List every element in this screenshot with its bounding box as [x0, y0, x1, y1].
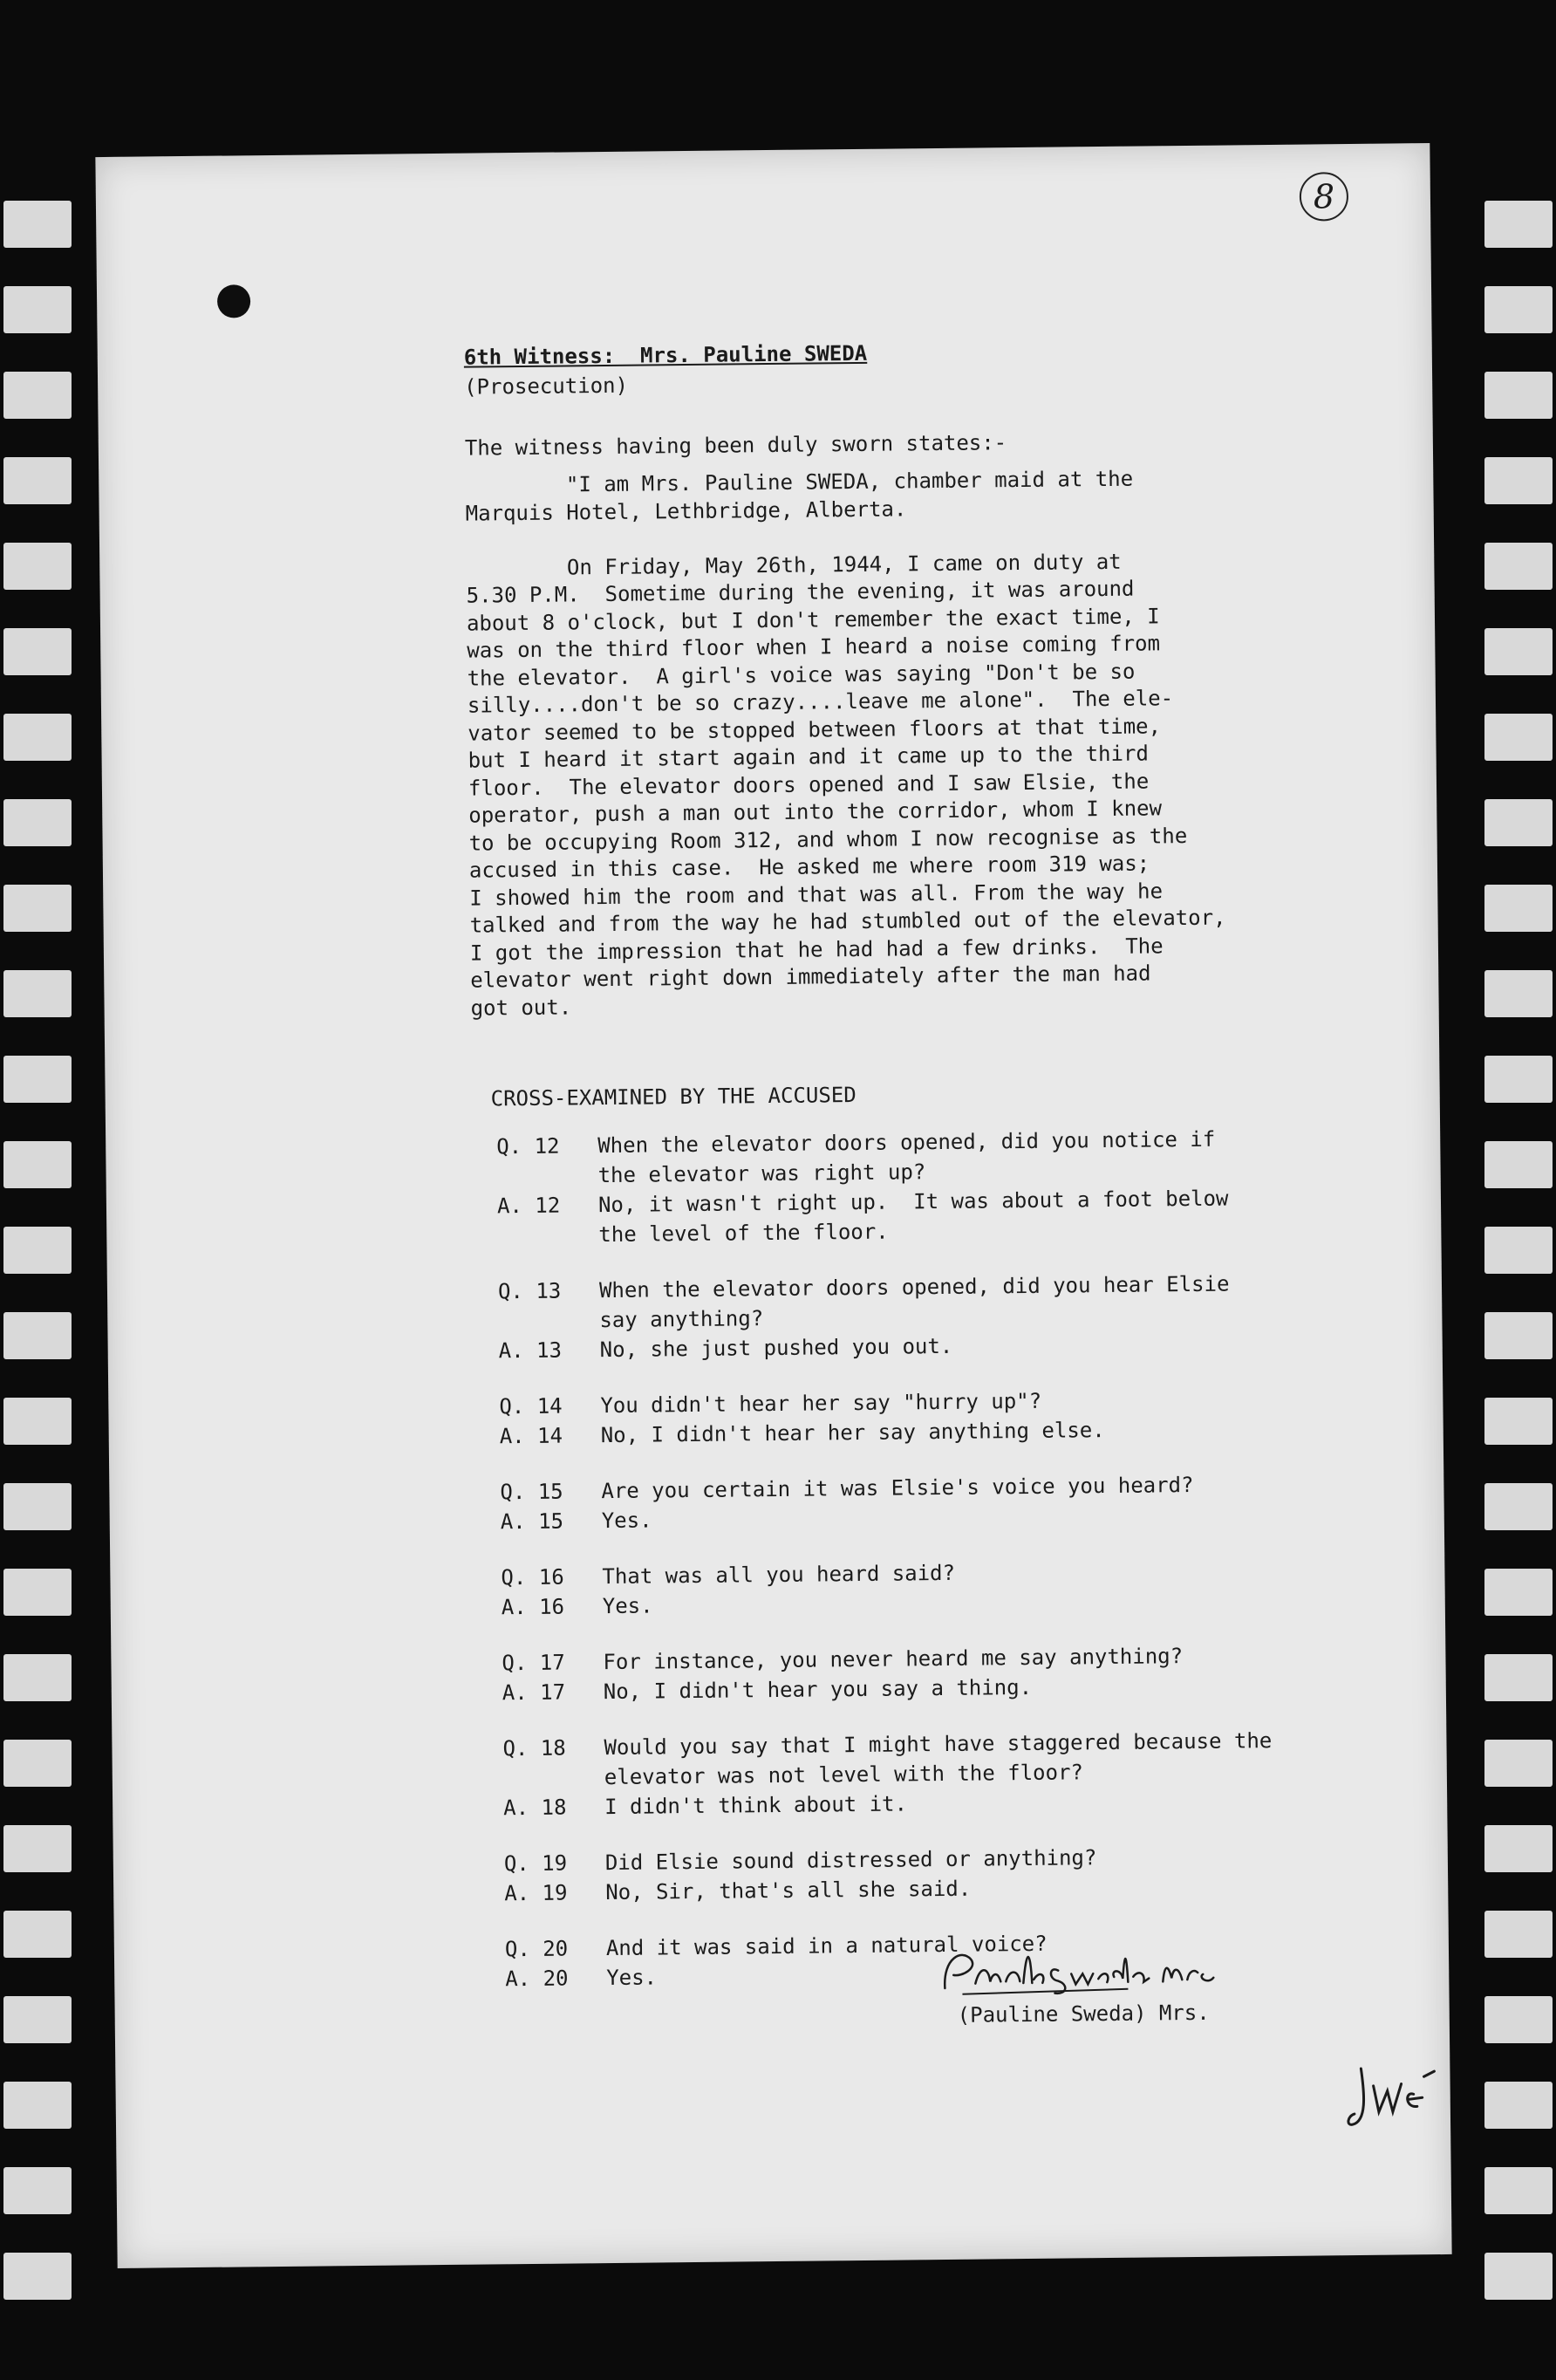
film-perforation — [1484, 1996, 1553, 2043]
answer-label: A. 15 — [500, 1508, 564, 1535]
film-perforation — [3, 628, 72, 675]
film-perforation — [3, 2082, 72, 2129]
answer-text: Yes. — [602, 1593, 653, 1619]
witness-party: (Prosecution) — [464, 373, 629, 400]
punch-hole — [217, 284, 250, 318]
film-perforation — [1484, 286, 1553, 333]
film-perforation — [3, 1483, 72, 1530]
film-perforation — [3, 2253, 72, 2300]
film-perforation — [1484, 1483, 1553, 1530]
film-perforation — [1484, 1911, 1553, 1958]
film-strip-right — [1478, 0, 1556, 2380]
film-perforation — [1484, 1312, 1553, 1359]
question-label — [503, 1762, 604, 1793]
question-label: Q. 15 — [500, 1479, 563, 1505]
statement-line: but I heard it start again and it came up to the third — [467, 741, 1150, 773]
statement-line: I showed him the room and that was all. From the way he — [469, 878, 1164, 911]
question-label — [498, 1305, 599, 1336]
cross-examination-heading: CROSS-EXAMINED BY THE ACCUSED — [490, 1083, 856, 1111]
film-perforation — [3, 372, 72, 419]
answer-text: the level of the floor. — [598, 1219, 889, 1248]
statement-line: talked and from the way he had stumbled out of the elevator, — [469, 905, 1226, 938]
film-perforation — [1484, 799, 1553, 846]
film-perforation — [1484, 372, 1553, 419]
answer-label: A. 16 — [501, 1594, 565, 1620]
statement-line: silly....don't be so crazy....leave me alone". The ele- — [467, 686, 1174, 718]
film-perforation — [3, 885, 72, 932]
answer-label: A. 14 — [499, 1423, 563, 1449]
film-perforation — [1484, 543, 1553, 590]
answer-text: I didn't think about it. — [604, 1791, 908, 1820]
film-perforation — [1484, 1654, 1553, 1701]
question-label: Q. 13 — [497, 1278, 562, 1304]
film-perforation — [1484, 970, 1553, 1017]
statement-line: got out. — [470, 994, 572, 1021]
statement-line: the elevator. A girl's voice was saying "Don't be so — [467, 659, 1136, 691]
film-perforation — [1484, 1056, 1553, 1103]
film-perforation — [1484, 714, 1553, 761]
question-text: When the elevator doors opened, did you notice if — [597, 1126, 1216, 1159]
answer-label — [497, 1220, 598, 1250]
film-perforation — [3, 1996, 72, 2043]
film-perforation — [1484, 1227, 1553, 1274]
question-label: Q. 19 — [503, 1850, 568, 1877]
statement-line: On Friday, May 26th, 1944, I came on duty at — [466, 549, 1122, 581]
film-perforation — [1484, 885, 1553, 932]
film-perforation — [3, 1569, 72, 1616]
question-text: That was all you heard said? — [602, 1560, 956, 1590]
statement-line: I got the impression that he had had a few drinks. The — [469, 933, 1164, 966]
film-perforation — [3, 799, 72, 846]
film-perforation — [1484, 2253, 1553, 2300]
question-text: And it was said in a natural voice? — [605, 1931, 1048, 1961]
statement-line: accused in this case. He asked me where room 319 was; — [468, 851, 1150, 883]
answer-label: A. 19 — [504, 1880, 568, 1906]
question-label: Q. 16 — [501, 1564, 564, 1590]
statement-line: operator, push a man out into the corridor, whom I knew — [468, 796, 1163, 828]
answer-label: A. 20 — [505, 1966, 569, 1992]
answer-text: No, she just pushed you out. — [599, 1333, 953, 1363]
film-perforation — [1484, 1398, 1553, 1445]
question-label: Q. 14 — [499, 1393, 563, 1419]
statement-line: about 8 o'clock, but I don't remember the exact time, I — [466, 603, 1160, 636]
answer-text: No, Sir, that's all she said. — [605, 1876, 972, 1905]
question-text: the elevator was right up? — [597, 1159, 926, 1188]
question-label: Q. 17 — [502, 1650, 565, 1676]
film-perforation — [3, 1740, 72, 1787]
question-text: When the elevator doors opened, did you hear Elsie — [598, 1271, 1230, 1303]
film-perforation — [3, 1227, 72, 1274]
answer-text: No, I didn't hear you say a thing. — [603, 1674, 1033, 1705]
qa-list — [496, 1124, 1274, 1994]
film-strip-left — [0, 0, 78, 2380]
question-label: Q. 18 — [502, 1735, 566, 1761]
film-perforation — [3, 714, 72, 761]
question-text: Would you say that I might have staggered because the — [604, 1728, 1273, 1761]
film-perforation — [1484, 201, 1553, 248]
statement-line: was on the third floor when I heard a noise coming from — [467, 631, 1161, 663]
film-perforation — [3, 1141, 72, 1188]
film-perforation — [3, 1398, 72, 1445]
answer-text: Yes. — [601, 1508, 652, 1534]
statement-line: to be occupying Room 312, and whom I now recognise as the — [468, 823, 1188, 856]
film-perforation — [1484, 2167, 1553, 2214]
film-perforation — [3, 457, 72, 504]
answer-text: Yes. — [606, 1965, 658, 1991]
page-number: 8 — [1300, 172, 1349, 222]
answer-text: No, it wasn't right up. It was about a foot below — [597, 1186, 1229, 1218]
film-perforation — [3, 2167, 72, 2214]
film-perforation — [3, 1056, 72, 1103]
statement-line: 5.30 P.M. Sometime during the evening, it was around — [466, 576, 1135, 608]
film-perforation — [3, 286, 72, 333]
question-text: say anything? — [599, 1306, 764, 1333]
question-text: Are you certain it was Elsie's voice you heard? — [601, 1472, 1194, 1504]
film-perforation — [3, 1654, 72, 1701]
question-label: Q. 12 — [496, 1133, 560, 1159]
question-text: Did Elsie sound distressed or anything? — [604, 1845, 1097, 1876]
statement-line: Marquis Hotel, Lethbridge, Alberta. — [465, 496, 907, 526]
typed-signature-name: (Pauline Sweda) Mrs. — [957, 2000, 1210, 2028]
answer-text: No, I didn't hear her say anything else. — [600, 1418, 1105, 1448]
question-text: You didn't hear her say "hurry up"? — [600, 1388, 1042, 1419]
film-perforation — [1484, 1141, 1553, 1188]
statement-line: floor. The elevator doors opened and I saw Elsie, the — [467, 768, 1150, 801]
handwritten-initials — [1343, 2059, 1449, 2130]
film-perforation — [3, 970, 72, 1017]
film-perforation — [1484, 457, 1553, 504]
question-label — [496, 1160, 597, 1191]
witness-heading: 6th Witness: Mrs. Pauline SWEDA — [463, 340, 868, 370]
answer-label: A. 18 — [503, 1795, 567, 1821]
film-perforation — [1484, 628, 1553, 675]
film-perforation — [1484, 1740, 1553, 1787]
handwritten-signature — [936, 1937, 1251, 2001]
question-text: For instance, you never heard me say anything? — [603, 1644, 1184, 1675]
film-perforation — [3, 1825, 72, 1872]
question-label: Q. 20 — [504, 1936, 569, 1962]
answer-label: A. 13 — [498, 1337, 563, 1364]
answer-label: A. 12 — [496, 1193, 561, 1219]
answer-label: A. 17 — [502, 1679, 566, 1706]
document-page — [95, 143, 1451, 2268]
witness-statement — [465, 465, 1227, 1022]
film-perforation — [3, 1911, 72, 1958]
film-perforation — [1484, 1569, 1553, 1616]
film-perforation — [3, 1312, 72, 1359]
film-perforation — [3, 201, 72, 248]
film-perforation — [1484, 2082, 1553, 2129]
film-perforation — [3, 543, 72, 590]
statement-line: elevator went right down immediately after the man had — [470, 961, 1151, 993]
film-perforation — [1484, 1825, 1553, 1872]
statement-line: "I am Mrs. Pauline SWEDA, chamber maid at the — [465, 466, 1134, 498]
question-text: elevator was not level with the floor? — [604, 1760, 1084, 1790]
sworn-intro: The witness having been duly sworn states:- — [464, 430, 1007, 461]
statement-line: vator seemed to be stopped between floors at that time, — [467, 713, 1162, 746]
